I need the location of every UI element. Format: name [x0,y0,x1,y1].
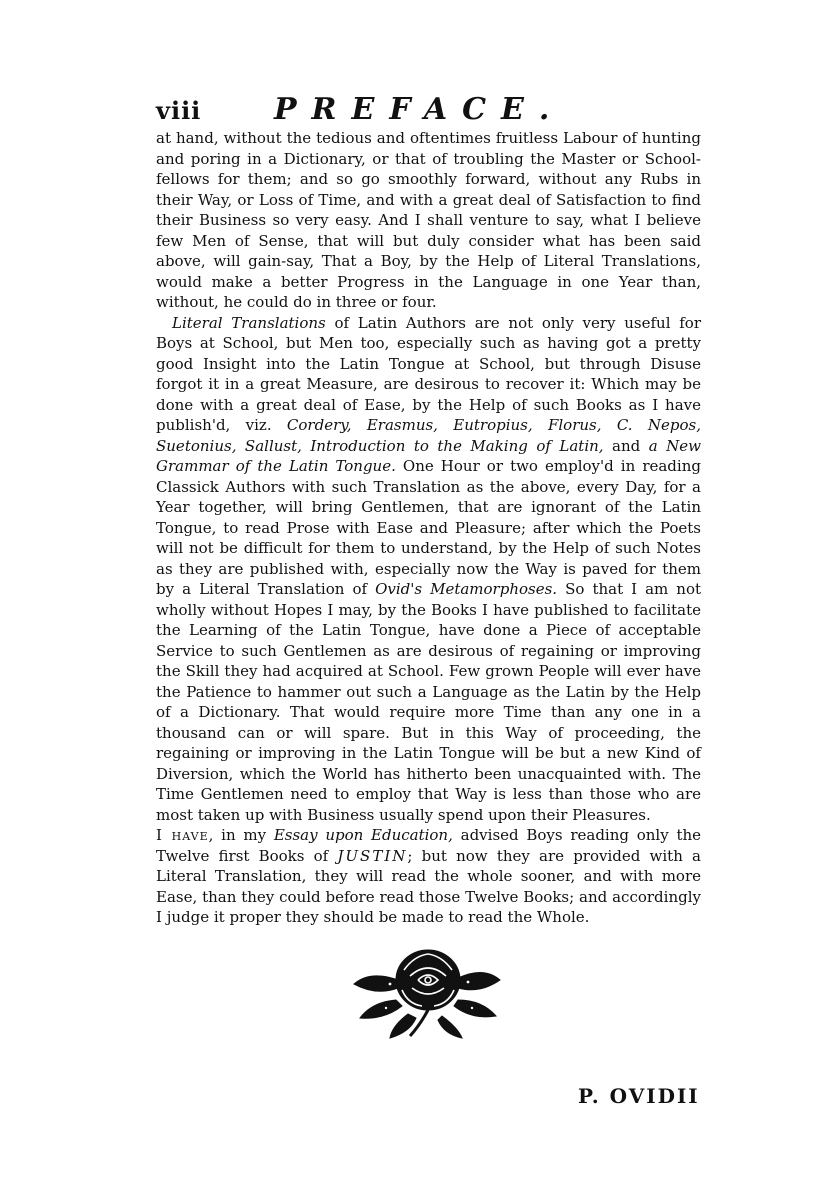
paragraph-justin: I have, in my Essay upon Education, advised Boys reading only the Twelve first Books of JUSTIN; but now they are provided with a Literal Translation, they will read the whole sooner, and with more Ease, than they could before read those Twelve Books; and accordingly I judge it proper they should be made to read the Whole. [156,826,702,926]
justin-title: JUSTIN [337,846,408,865]
essay-title: Essay upon Education, [273,826,453,844]
book-titles: Cordery, Erasmus, Eutropius, Florus, C. Nepos, Suetonius, Sallust, Introduction to the Making of Latin, [156,416,701,455]
paragraph-literal-translations: Literal Translations of Latin Authors are not only very useful for Boys at School, but Men too, especially such as having got a pretty good Insight into the Latin Tongue at School, but through Disuse forgot it in a great Measure, are desirous to recover it: Which may be done with a great deal of Ease, by the Help of such Books as I have publish'd, viz. Cordery, Erasmus, Eutropius, Florus, C. Nepos, Suetonius, Sallust, Introduction to the Making of Latin, and a New Grammar of the Latin Tongue. One Hour or two employ'd in reading Classick Authors with such Translation as the above, every Day, for a Year together, will bring Gentlemen, that are ignorant of the Latin Tongue, to read Prose with Ease and Pleasure; after which the Poets will not be difficult for them to understand, by the Help of such Notes as they are published with, especially now the Way is paved for them by a Literal Translation of Ovid's Metamorphoses. So that I am not wholly without Hopes I may, by the Books I have published to facilitate the Learning of the Latin Tongue, have done a Piece of acceptable Service to such Gentlemen as are desirous of regaining or improving the Skill they had acquired at School. Few grown People will ever have the Patience to hammer out such a Language as the Latin by the Help of a Dictionary. That would require more Time than any one in a thousand can or will spare. But in this Way of proceeding, the regaining or improving in the Latin Tongue will be but a new Kind of Diversion, which the World has hitherto been unacquainted with. The Time Gentlemen need to employ that Way is less than those who are most taken up with Business usually spend upon their Pleasures. [156,313,702,824]
page-number: viii [156,96,202,125]
rose-ornament-icon [350,940,505,1040]
preface-body [156,128,701,928]
paragraph-lead: Literal Translations [172,313,326,332]
paragraph-lead-smallcaps: I have [156,826,209,844]
running-title: PREFACE. [274,92,565,127]
page-header [156,92,716,128]
catchword: P. OVIDII [578,1084,700,1108]
paragraph-continued: at hand, without the tedious and oftentimes fruitless Labour of hunting and poring in a Dictionary, or that of troubling the Master or School-fellows for them; and so go smoothly forward, without any Rubs in their Way, or Loss of Time, and with a great deal of Satisfaction to find their Business so very easy. And I shall venture to say, what I believe few Men of Sense, that will but duly consider what has been said above, will gain-say, That a Boy, by the Help of Literal Translations, would make a better Progress in the Language in one Year than, without, he could do in three or four. [156,129,701,311]
grammar-title: a New Grammar of the Latin Tongue. [156,436,701,475]
ovid-title: Ovid's Metamorphoses. [375,580,558,598]
